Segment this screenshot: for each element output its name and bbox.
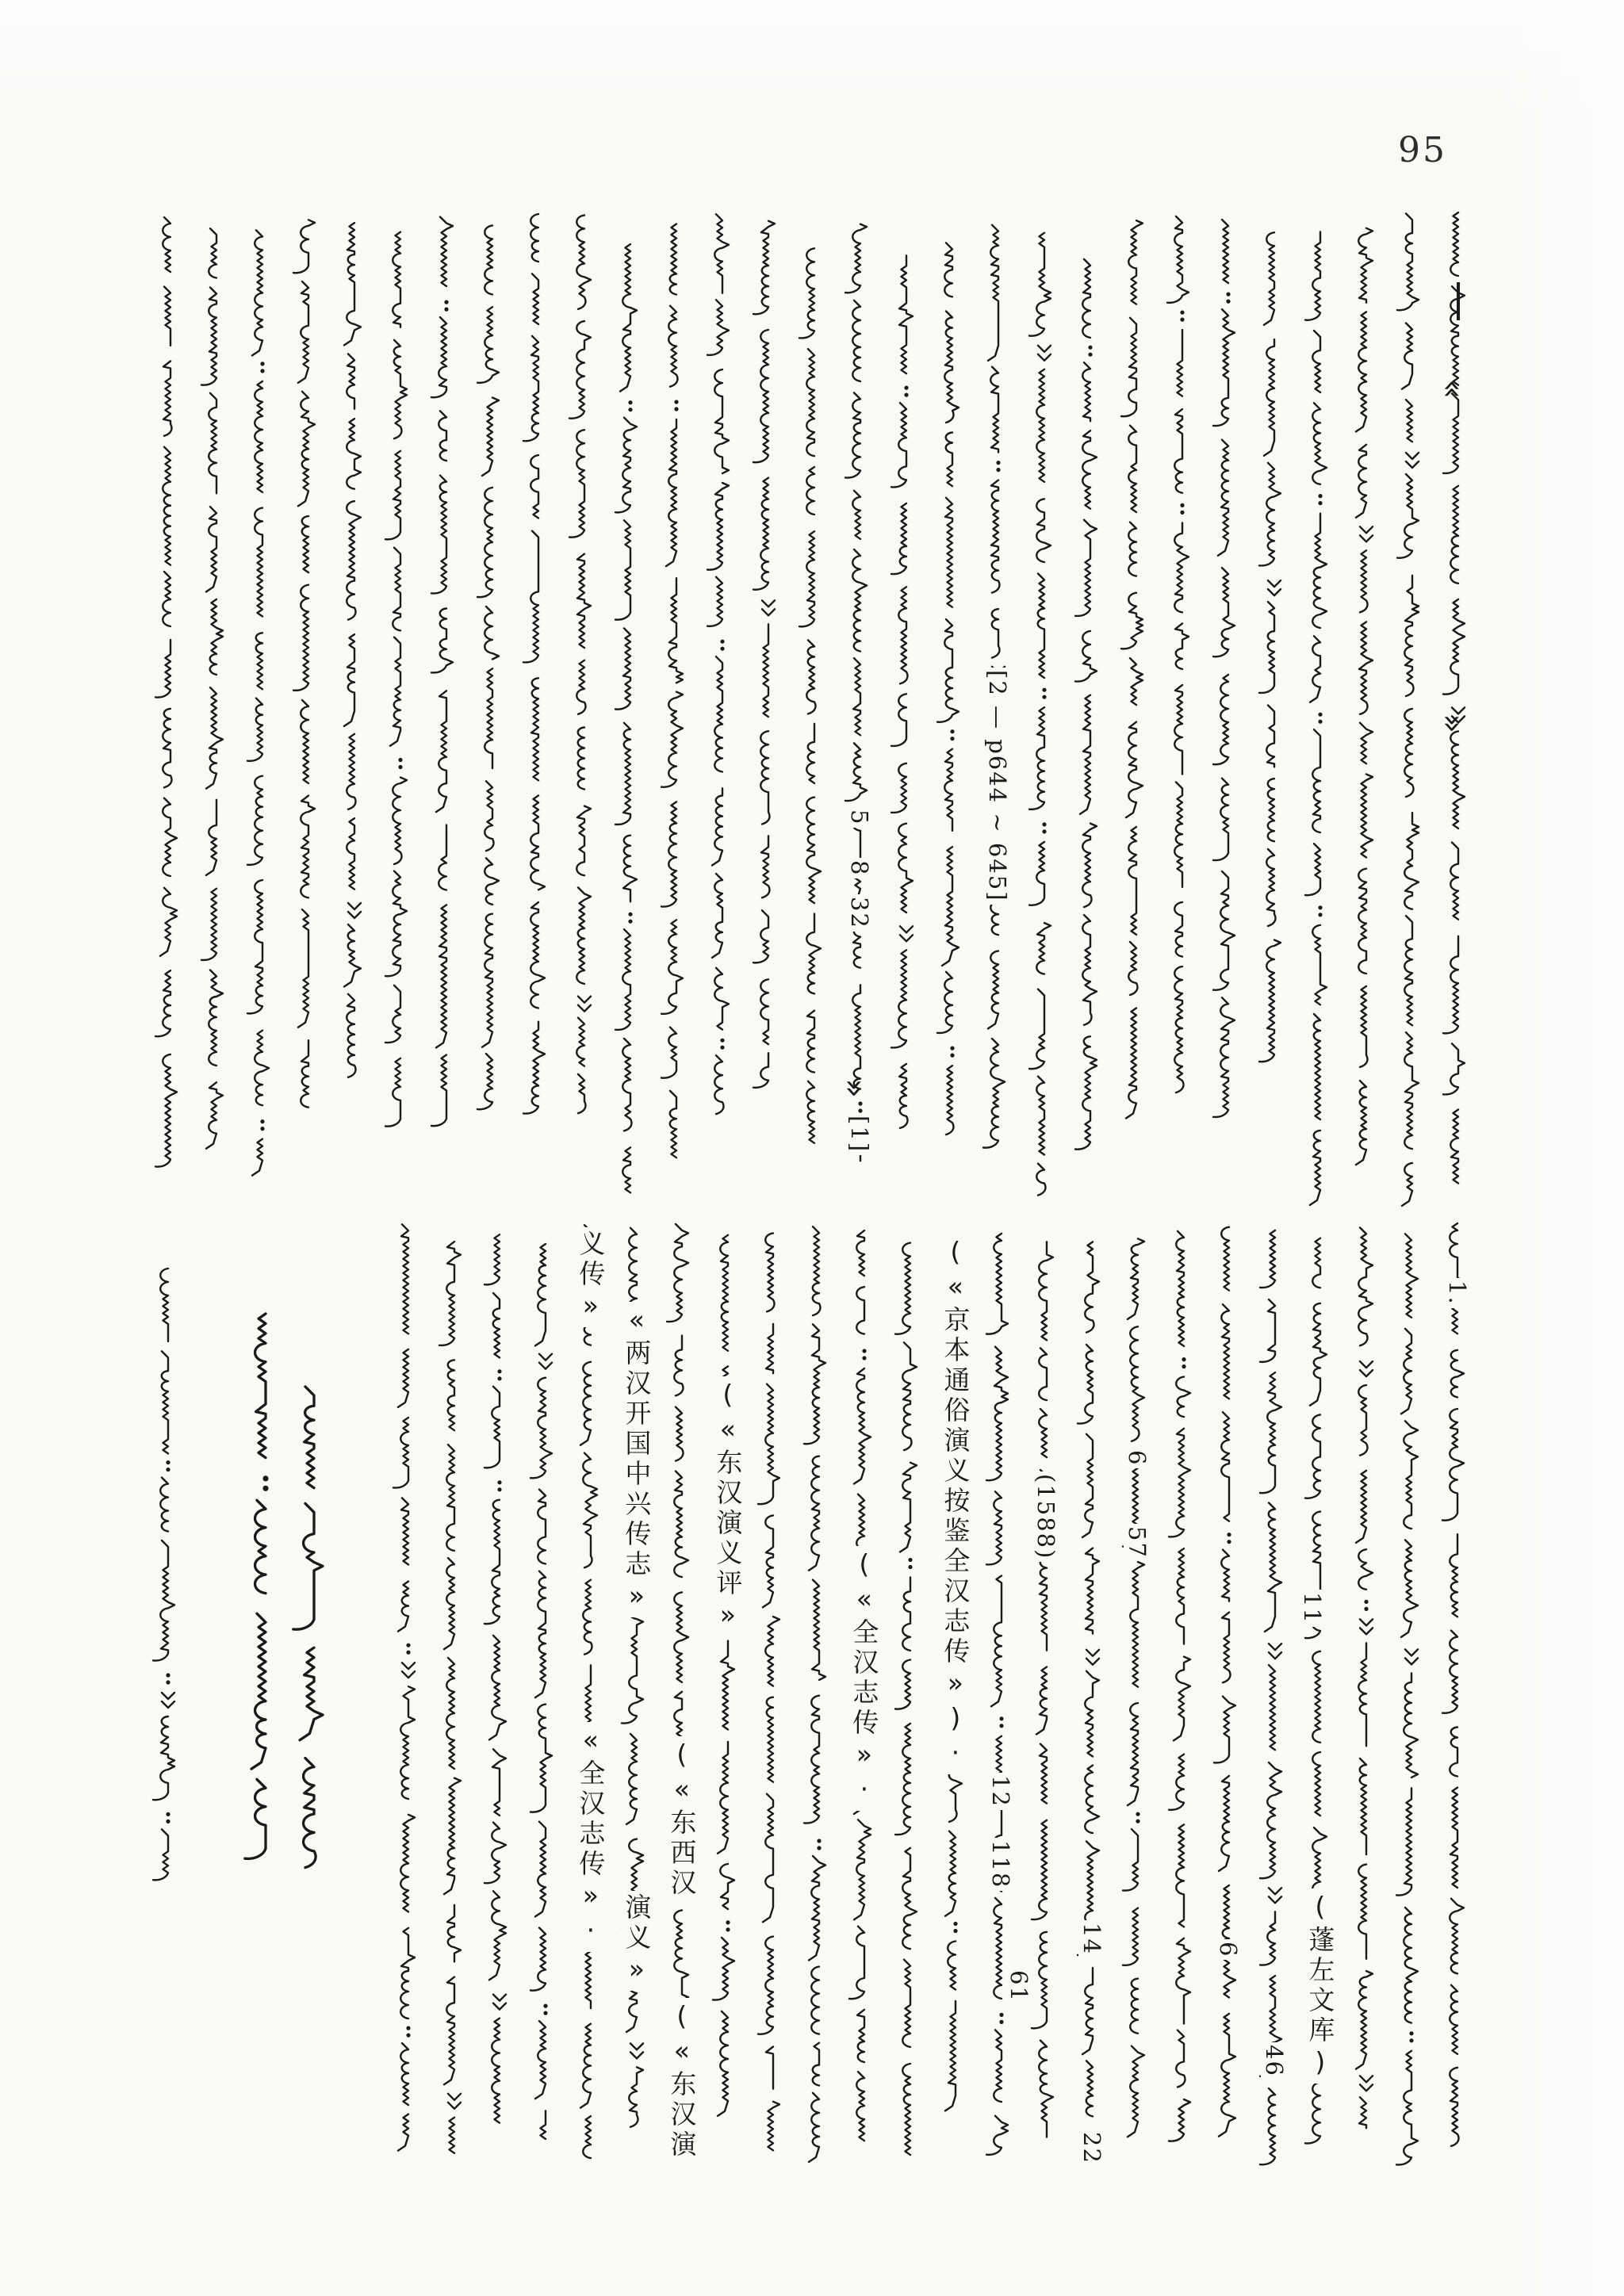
volume-count-11: 11 xyxy=(1299,1590,1326,1627)
note-number-1: 1. xyxy=(1444,1278,1471,1308)
chapter-count-32: 32 xyxy=(846,894,873,932)
title-donghanyan-part1: («东汉演 xyxy=(666,1998,696,2163)
page-number: 95 xyxy=(1398,130,1447,170)
attribution-dash xyxy=(1457,282,1460,320)
title-donghan-yanyiping: («东汉演义评» xyxy=(712,1376,742,1636)
chapter-count-61: 61 xyxy=(1005,1968,1032,2005)
chapter-count-22: 22 xyxy=(1078,2130,1105,2167)
title-dongxihan-part1: («东西汉 xyxy=(666,1736,696,1901)
citation-bracket-1: [1] xyxy=(846,1113,873,1155)
chapter-count-118: 118 xyxy=(987,1838,1014,1891)
volume-count-14: 14 xyxy=(1078,1920,1105,1957)
volume-count-12: 12 xyxy=(987,1773,1014,1810)
title-jingben-quanhanzhizhuan: («京本通俗演义按鉴全汉志传»)· xyxy=(940,1234,970,1774)
title-lianghan-kaiguo: «两汉开国中兴传志» xyxy=(621,1302,651,1617)
volume-count-6: 6 xyxy=(1124,1448,1151,1468)
chapter-count-57: 57 xyxy=(1124,1524,1151,1561)
library-pengzuo-wenku: (蓬左文库) xyxy=(1304,1888,1335,2084)
quote-close-note: » xyxy=(837,1078,874,1099)
title-quanhanzhizhuan-note: («全汉志传»· xyxy=(848,1546,879,1811)
volume-count-8: 8 xyxy=(846,858,873,878)
volume-count-6b: 6 xyxy=(1215,1939,1242,1960)
citation-bracket-2: [2 — p644 ~ 645] xyxy=(984,668,1011,905)
volume-count-5: 5 xyxy=(846,807,873,828)
quote-close-attribution: » xyxy=(1434,714,1472,734)
chapter-count-46: 46 xyxy=(1261,2042,1288,2080)
year-1588: (1588) xyxy=(1032,1471,1059,1562)
title-quanhanzhizhuan: «全汉志传»· xyxy=(575,1722,605,1952)
quote-open-attribution: « xyxy=(1434,379,1472,400)
title-dongxihan-part2: 演义» xyxy=(621,1891,651,1991)
title-yizhuan-part: 义传» xyxy=(575,1227,605,1327)
